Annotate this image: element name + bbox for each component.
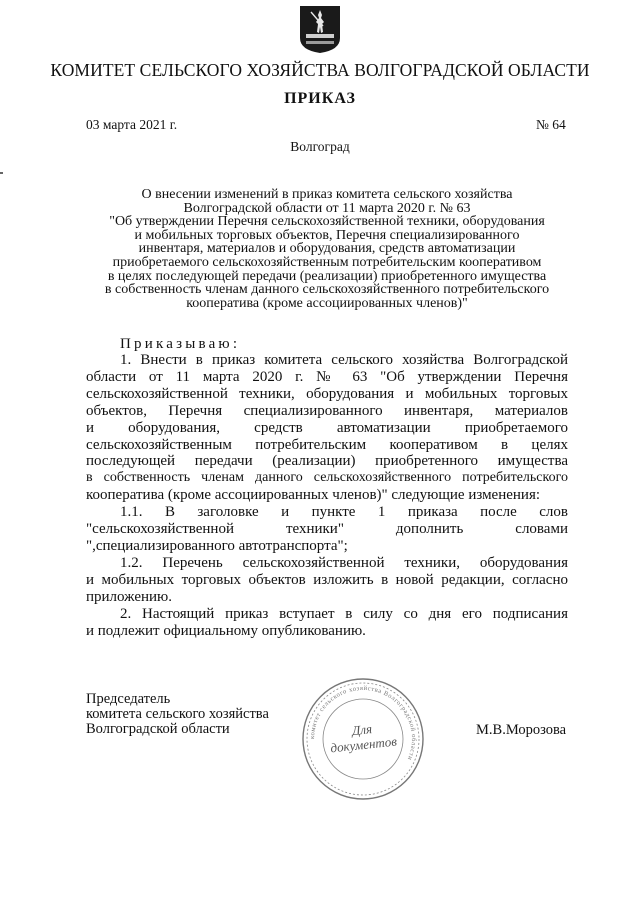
body-line: области от 11 марта 2020 г. № 63 "Об утверждении Перечня	[86, 368, 568, 385]
document-number: № 64	[536, 117, 566, 132]
body-line: "сельскохозяйственной техники" дополнить словами	[86, 521, 568, 538]
body-line: кооператива (кроме ассоциированных членов)" следующие изменения:	[86, 487, 541, 504]
organization-name: КОМИТЕТ СЕЛЬСКОГО ХОЗЯЙСТВА ВОЛГОГРАДСКОЙ ОБЛАСТИ	[50, 60, 590, 80]
subject-line: кооператива (кроме ассоциированных членов)"	[186, 295, 468, 311]
body-line: 1.1. В заголовке и пункте 1 приказа после слов	[120, 504, 568, 521]
coat-of-arms-icon	[298, 4, 342, 54]
margin-mark	[0, 172, 3, 174]
body-line: и оборудования, средств автоматизации приобретаемого	[86, 419, 568, 436]
signatory-title-line: комитета сельского хозяйства	[86, 705, 269, 722]
subject-line: в собственность членам данного сельскохозяйственного потребительского	[104, 282, 550, 298]
body-line: в собственность членам данного сельскохозяйственного потребительского	[86, 470, 568, 486]
body-line: объектов, Перечня специализированного инвентаря, материалов	[86, 402, 568, 419]
subject-line: инвентаря, материалов и оборудования, средств автоматизации	[138, 241, 516, 257]
body-line: 2. Настоящий приказ вступает в силу со дня его подписания	[120, 605, 568, 622]
subject-line: "Об утверждении Перечня сельскохозяйственной техники, оборудования	[109, 214, 545, 230]
signatory-title	[86, 692, 269, 736]
svg-text:документов: документов	[329, 733, 398, 756]
signatory-title-line: Волгоградской области	[86, 720, 230, 737]
document-type: ПРИКАЗ	[284, 90, 356, 107]
body-line: ",специализированного автотранспорта";	[86, 537, 348, 554]
body-line: сельскохозяйственным потребительским кооперативом в целях	[86, 436, 568, 453]
document-subject	[86, 188, 568, 310]
document-body	[86, 352, 568, 639]
document-city: Волгоград	[290, 139, 350, 154]
body-line: 1.2. Перечень сельскохозяйственной техники, оборудования	[120, 554, 568, 571]
svg-text:Для: Для	[351, 721, 373, 739]
orders-heading: Приказываю:	[120, 336, 241, 352]
signatory-title-line: Председатель	[86, 691, 171, 707]
body-line: и подлежит официальному опубликованию.	[86, 622, 366, 639]
document-date: 03 марта 2021 г.	[86, 117, 178, 132]
body-line: и мобильных торговых объектов изложить в новой редакции, согласно	[86, 571, 568, 588]
body-line: последующей передачи (реализации) приобретенного имущества	[86, 453, 568, 470]
subject-line: и мобильных торговых объектов, Перечня специализированного	[134, 227, 520, 243]
signatory-name: М.В.Морозова	[476, 722, 567, 738]
subject-line: в целях последующей передачи (реализации) приобретенного имущества	[107, 268, 547, 284]
body-line: приложению.	[86, 588, 173, 605]
subject-line: О внесении изменений в приказ комитета сельского хозяйства	[141, 187, 513, 202]
body-line: сельскохозяйственной техники, оборудования и мобильных торговых	[86, 385, 568, 402]
subject-line: Волгоградской области от 11 марта 2020 г. № 63	[183, 200, 471, 216]
svg-text:комитет сельского хозяйства Во: комитет сельского хозяйства Волгоградской области	[308, 684, 418, 762]
subject-line: приобретаемого сельскохозяйственным потребительским кооперативом	[112, 254, 542, 270]
body-line: 1. Внести в приказ комитета сельского хозяйства Волгоградской	[120, 352, 568, 368]
seal-stamp	[300, 676, 426, 802]
